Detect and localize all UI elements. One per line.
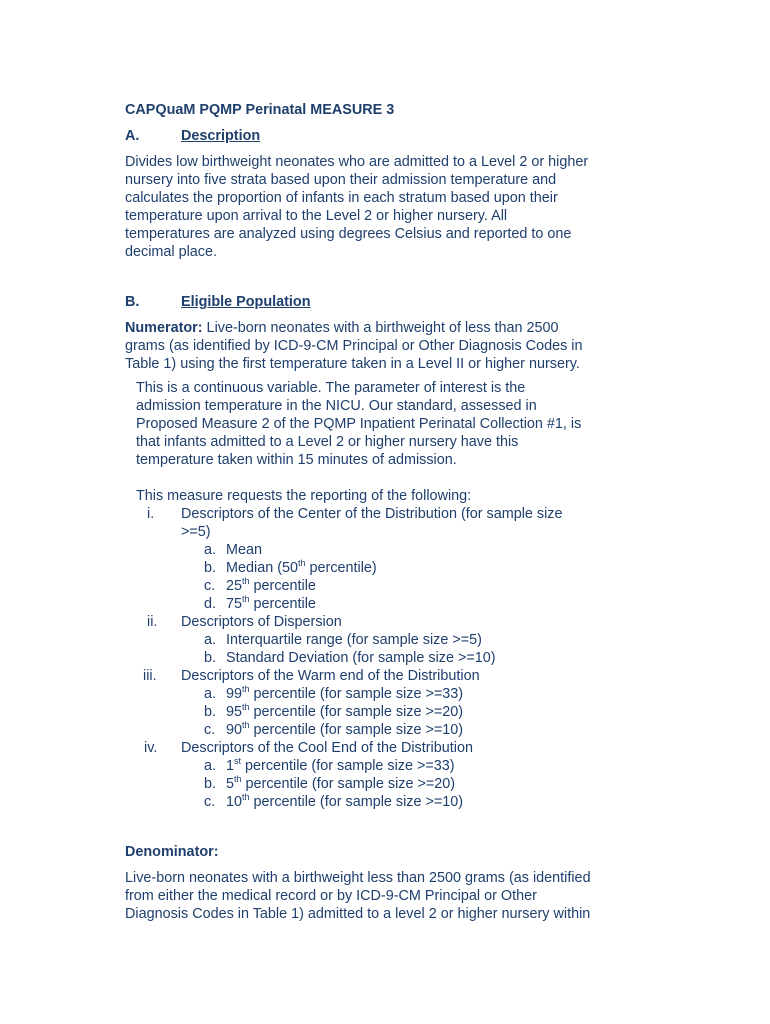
list-item bbox=[226, 577, 316, 595]
item-superscript: th bbox=[234, 774, 242, 784]
item-text: percentile bbox=[249, 578, 316, 594]
denominator-line: Diagnosis Codes in Table 1) admitted to a level 2 or higher nursery within bbox=[125, 906, 591, 922]
item-letter: a. bbox=[204, 758, 217, 774]
item-superscript: st bbox=[234, 756, 242, 766]
continuous-line: temperature taken within 15 minutes of admission. bbox=[136, 452, 457, 468]
description-line: temperatures are analyzed using degrees Celsius and reported to one bbox=[125, 226, 572, 242]
denominator-label: Denominator: bbox=[125, 844, 219, 860]
group-line: Descriptors of Dispersion bbox=[181, 614, 342, 630]
item-text: 99 bbox=[226, 686, 243, 702]
list-item bbox=[226, 559, 377, 577]
item-letter: b. bbox=[204, 560, 217, 576]
item-letter: a. bbox=[204, 686, 217, 702]
item-text: percentile (for sample size >=20) bbox=[249, 704, 464, 720]
description-line: temperature upon arrival to the Level 2 or higher nursery. All bbox=[125, 208, 508, 224]
list-item bbox=[226, 685, 463, 703]
item-letter: c. bbox=[204, 722, 216, 738]
item-letter: b. bbox=[204, 776, 217, 792]
numerator-text: Live-born neonates with a birthweight of less than 2500 bbox=[202, 320, 559, 336]
denominator-line: from either the medical record or by ICD-9-CM Principal or Other bbox=[125, 888, 537, 904]
item-text: Mean bbox=[226, 542, 262, 558]
item-superscript: th bbox=[242, 792, 250, 802]
item-letter: c. bbox=[204, 578, 216, 594]
denominator-line: Live-born neonates with a birthweight less than 2500 grams (as identified bbox=[125, 870, 591, 886]
item-text: 5 bbox=[226, 776, 235, 792]
list-item bbox=[226, 757, 455, 775]
section-b-letter: B. bbox=[125, 294, 140, 310]
description-line: Divides low birthweight neonates who are admitted to a Level 2 or higher bbox=[125, 154, 589, 170]
list-item bbox=[226, 541, 262, 559]
list-item bbox=[226, 649, 496, 667]
numerator-label: Numerator: bbox=[125, 320, 203, 336]
list-item bbox=[226, 703, 463, 721]
list-item bbox=[226, 775, 455, 793]
item-text: percentile bbox=[249, 596, 316, 612]
section-a-heading: Description bbox=[181, 128, 261, 144]
item-letter: b. bbox=[204, 704, 217, 720]
item-text: 90 bbox=[226, 722, 243, 738]
description-line: nursery into five strata based upon their admission temperature and bbox=[125, 172, 557, 188]
item-text: percentile (for sample size >=33) bbox=[241, 758, 455, 774]
description-line: calculates the proportion of infants in each stratum based upon their bbox=[125, 190, 558, 206]
list-item bbox=[226, 721, 463, 739]
requests-intro: This measure requests the reporting of the following: bbox=[136, 488, 472, 504]
item-text: percentile (for sample size >=20) bbox=[241, 776, 456, 792]
group-line: Descriptors of the Cool End of the Distribution bbox=[181, 740, 473, 756]
item-text: percentile (for sample size >=10) bbox=[249, 794, 464, 810]
item-letter: b. bbox=[204, 650, 217, 666]
item-superscript: th bbox=[298, 558, 306, 568]
item-letter: a. bbox=[204, 542, 217, 558]
list-item bbox=[226, 793, 463, 811]
item-letter: a. bbox=[204, 632, 217, 648]
item-text: Median (50 bbox=[226, 560, 298, 576]
item-text: 95 bbox=[226, 704, 243, 720]
group-numeral: iv. bbox=[144, 740, 158, 756]
group-numeral: i. bbox=[147, 506, 155, 522]
description-line: decimal place. bbox=[125, 244, 217, 260]
list-item bbox=[226, 595, 316, 613]
document-title: CAPQuaM PQMP Perinatal MEASURE 3 bbox=[125, 102, 395, 118]
continuous-line: that infants admitted to a Level 2 or higher nursery have this bbox=[136, 434, 519, 450]
section-a-letter: A. bbox=[125, 128, 140, 144]
item-text: 10 bbox=[226, 794, 243, 810]
continuous-line: admission temperature in the NICU. Our standard, assessed in bbox=[136, 398, 537, 414]
item-letter: d. bbox=[204, 596, 217, 612]
item-text: Standard Deviation (for sample size >=10) bbox=[226, 650, 496, 666]
numerator-line: grams (as identified by ICD-9-CM Principal or Other Diagnosis Codes in bbox=[125, 338, 583, 354]
section-b-heading: Eligible Population bbox=[181, 294, 311, 310]
group-line: >=5) bbox=[181, 524, 211, 540]
group-numeral: ii. bbox=[147, 614, 158, 630]
group-line: Descriptors of the Warm end of the Distribution bbox=[181, 668, 480, 684]
item-text: 25 bbox=[226, 578, 243, 594]
item-text: percentile) bbox=[305, 560, 377, 576]
group-line: Descriptors of the Center of the Distribution (for sample size bbox=[181, 506, 563, 522]
continuous-line: Proposed Measure 2 of the PQMP Inpatient Perinatal Collection #1, is bbox=[136, 416, 582, 432]
list-item bbox=[226, 631, 482, 649]
item-text: percentile (for sample size >=10) bbox=[249, 722, 464, 738]
group-numeral: iii. bbox=[143, 668, 157, 684]
item-text: percentile (for sample size >=33) bbox=[249, 686, 464, 702]
item-text: Interquartile range (for sample size >=5) bbox=[226, 632, 482, 648]
item-text: 75 bbox=[226, 596, 243, 612]
item-superscript: th bbox=[242, 594, 250, 604]
numerator-line bbox=[125, 319, 559, 337]
item-superscript: th bbox=[242, 702, 250, 712]
continuous-line: This is a continuous variable. The parameter of interest is the bbox=[136, 380, 526, 396]
item-superscript: th bbox=[242, 576, 250, 586]
item-text: 1 bbox=[226, 758, 235, 774]
numerator-line: Table 1) using the first temperature taken in a Level II or higher nursery. bbox=[125, 356, 580, 372]
item-superscript: th bbox=[242, 684, 250, 694]
item-letter: c. bbox=[204, 794, 216, 810]
item-superscript: th bbox=[242, 720, 250, 730]
